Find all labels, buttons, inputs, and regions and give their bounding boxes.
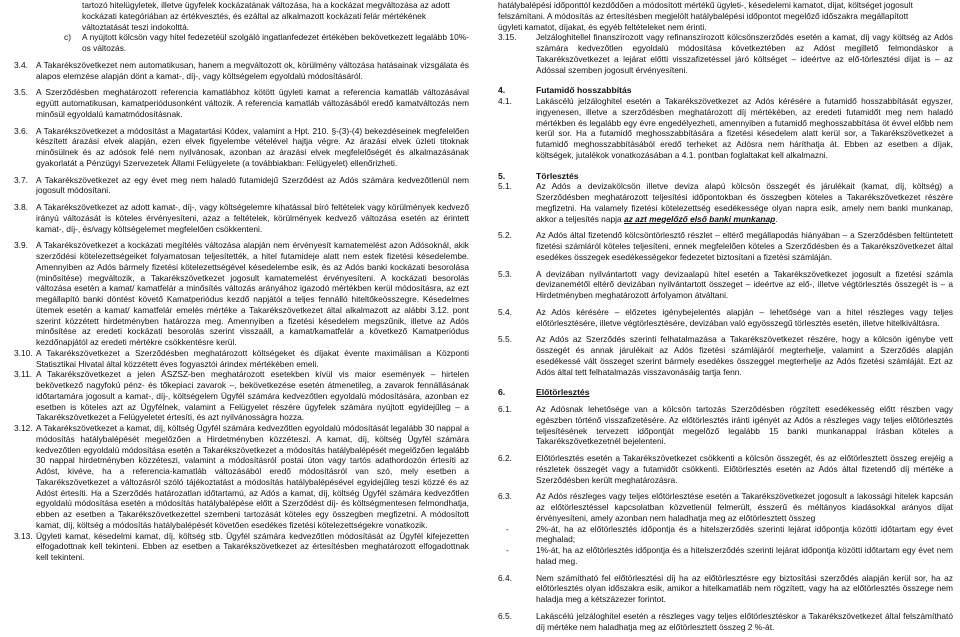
section-number: 3.15.: [498, 32, 517, 43]
section-text: Az Adós részleges vagy teljes előtörlesztése esetén a Takarékszövetkezet jogosult a lakossági hitelek kapcsán az előtörlesztéssel kapcsolatban közvetlenül felmerült, ésszerű és méltányos kiadásokkal arányos díjat érvényesíteni, amely azonban nem haladhatja meg az előtörlesztett összeg: [536, 491, 953, 523]
section-text: Lakáscélú jelzáloghitel esetén a Takarékszövetkezet az Adós kérésére a futamidő hosszabbítását egyszer, ingyenesen, illetve a szerződésben meghatározott díj mértékében, az eredeti futamidőt meg nem haladó mértékben és legalább egy évre engedélyezheti, amennyiben a futamidő meghosszabbítása öt évvel előbb nem kerül sor. Ha a futamidő meghosszabbítására a fizetési késedelem alatt kerül sor, a Takarékszövetkezet a futamidő meghosszabbításából eredő terheket az Adósra nem háríthatja át. Ebben az esetben a díjak, költségek, jutalékok vonatkozásában a 4.1. pontban foglaltakat kell alkalmazni.: [536, 96, 953, 160]
heading-number: 6.: [498, 387, 506, 398]
section-number: 3.7.: [14, 174, 28, 185]
section-number: 6.1.: [498, 404, 512, 414]
list-item-text: 2%-át, ha az előtörlesztés időpontja és a hitelszerződés szerinti lejárat időpontja közötti időtartam egy évet meghalad;: [536, 523, 953, 545]
list-item-text: 1%-át, ha az előtörlesztés időpontja és a hitelszerződés szerinti lejárat időpontja közötti időtartam egy évet nem halad meg.: [536, 545, 953, 566]
section-number: 3.9.: [14, 240, 28, 251]
heading-torlesztes: [498, 171, 953, 182]
section-number: 5.3.: [498, 268, 512, 279]
top-line: ügyleti kamatot, díjakat, és egyéb feltételeket nem érinti.: [498, 21, 707, 32]
section-3-10: [14, 348, 469, 370]
top-line: hatálybalépési időponttól kezdődően a módosított mértékű ügyleti-, késedelemi kamatot, díjat, költséget jogosult: [498, 0, 913, 10]
section-text: Nem számítható fel előtörlesztési díj ha az előtörlesztésre egy biztosítási szerződés alapján kerül sor, ha az előtörlesztés olyan időszakra esik, amikor a hitelkamatláb nem rögzített, vagy ha az előtörlesztés összege nem haladja meg a kétszázezer forintot.: [536, 572, 953, 604]
heading-elotorlesztes: [498, 387, 953, 398]
section-text: Lakáscélú jelzáloghitel esetén a részleges vagy teljes előtörlesztéskor a Takarékszövetkezet által felszámítható díj mértéke nem haladhatja meg az előtörlesztett összeg 2 %-át.: [536, 610, 953, 632]
section-3-4: [14, 60, 469, 82]
section-text: A devizában nyilvántartott vagy devizaalapú hitel esetén a Takarékszövetkezet jogosult a fizetési számla devizanemétől eltérő devizában nyilvántartott összeget – ideértve az elő-, illetve végtörlesztés összegét is – a Hirdetményben meghatározott árfolyamon átváltani.: [536, 268, 953, 300]
section-text: A Takarékszövetkezet a kamat, díj, költség Ügyfél számára kedvezőtlen egyoldalú módosítását legalább 30 nappal a módosítás hatálybalépését megelőzően a Hirdetményben közzéteszi. A kamat, díj, költség Ügyfél számára kedvezőtlen egyoldalú módosítása esetén a Takarékszövetkezet a módosítás hatálybalépését megelőzően legalább 30 nappal hirdetményben közzéteszi, valamint a módosításról postai úton vagy tartós adathordozón értesíti az Adóst, kivéve, ha a referencia-kamatláb változásából eredő módosításról van szó, mely esetben a Takarékszövetkezet a változásról szóló tájékoztatást a módosítás hatálybalépésével egyidejűleg teszi közzé és az Adóst értesíti. Ha a Szerződés határozatlan időtartamú, az Adós a kamat, díj, költség Ügyfél számára kedvezőtlen egyoldalú módosítása esetén a módosítás hatálybalépése előtt a Szerződést díj- és költségmentesen felmondhatja, ebben az esetben a Takarékszövetkezettel szembeni tartozását köteles egy összegben megfizetni. A módosított kamat, díj, költség a módosítás hatálybalépését követően esedékes fizetési kötelezettségekre vonatkozik.: [36, 423, 469, 530]
heading-title: Futamidő hosszabbítás: [536, 85, 632, 96]
section-5-1: 5.1. Az Adós a devizakölcsön illetve deviza alapú kölcsön összegét és járulékait (kamat, díj, költség) a Szerződésben meghatározott teljesítési időpontokban és összegben köteles a Takarékszövetkezet részére megfizetni. Ha valamely fizetési kötelezettség esedékessége olyan napra esik, amely nem banki munkanap, akkor a teljesítés napja az azt megelőző első banki munkanap.: [498, 181, 953, 224]
section-3-11: [14, 369, 469, 423]
section-text: A Takarékszövetkezet nem automatikusan, hanem a megváltozott ok, körülmény változása hatásainak vizsgálata és alapos elemzése alapján dönt a kamat-, díj-, vagy költségelem egyoldalú módosításáról.: [36, 59, 469, 81]
section-6-2: [498, 453, 953, 485]
section-number: 6.3.: [498, 491, 512, 502]
section-3-12: [14, 423, 469, 531]
section-number: 3.4.: [14, 59, 28, 70]
section-3-7: [14, 175, 469, 197]
list-item: - 2%-át, ha az előtörlesztés időpontja és a hitelszerződés szerinti lejárat időpontja közötti időtartam egy évet meghalad;: [506, 523, 953, 545]
section-text: Az Adós kérésére – előzetes igénybejelentés alapján – lehetősége van a hitel részleges vagy teljes előtörlesztésére, illetve végtörlesztésére, devizában való egyösszegű törlesztés esetén, illetve hitelkiváltásra.: [536, 306, 953, 328]
section-3-15: [498, 32, 953, 75]
section-text: Az Adósnak lehetősége van a kölcsön tartozás Szerződésben rögzített esedékesség előtt részben vagy egészben történő visszafizetésére. Az előtörlesztés iránti igényét az Adós a részleges vagy teljes előtörlesztés teljesítésének tervezett időpontját megelőző legalább 15 banki munkanappal írásban köteles a Takarékszövetkezetnél bejelenteni.: [536, 404, 953, 447]
heading-title: Előtörlesztés: [536, 387, 590, 398]
heading-number: 5.: [498, 170, 506, 181]
section-number: 5.1.: [498, 181, 512, 192]
section-text: Az Adós az Szerződés szerinti felhatalmazása a Takarékszövetkezet részére, hogy a kölcsön igénybe vett összegét és annak járulékait az Adós fizetési számlájáról megterhelje, valamint a Szerződés alapján esedékessé vált összeget szerint bármely esedékes összeggel megterhelje az Adós fizetési számláját. Ezt az Adós által tett felhatalmazás visszavonásáig tartja fenn.: [536, 334, 953, 377]
section-text: A Takarékszövetkezet a módosítást a Magatartási Kódex, valamint a Hpt. 210. §-(3)-(4) bekezdéseinek megfelelően készített árazási elvek alapján, ezen elvek figyelembe vételével hajtja végre. Az árazási elvek üzleti titoknak minősülnek és az adósok felé nem nyilvánosak, azonban az árazási elvek megfelelőségét és alkalmazásának gyakorlatát a Pénzügyi Szervezetek Állami Felügyelete (a továbbiakban: Felügyelet) ellenőrizheti.: [36, 125, 469, 168]
section-text: Az Adós a devizakölcsön illetve deviza alapú kölcsön összegét és járulékait (kamat, díj, költség) a Szerződésben meghatározott teljesítési időpontokban és összegben köteles a Takarékszövetkezet részére megfizetni. Ha valamely fizetési kötelezettség esedékessége olyan napra esik, amely nem banki munkanap, akkor a teljesítés napja: [536, 181, 953, 224]
section-number: 3.12.: [14, 423, 33, 433]
section-text: A Takarékszövetkezet a jelen ÁSZSZ-ben meghatározott esetekben kívül vis maior események – hirtelen bekövetkező nagyfokú pénz- és tőkepiaci zavarok –, bekövetkezése esetén átmenetileg, a zavarok fennállásának időtartamára jogosult a kamat-, díj-, költségelem Ügyfél számára kedvezőtlen egyoldalú módosítására, azonban ez esetben is köteles azt az Ügyfélnek, valamint a Felügyelet részére ügyfelek számára nyújtott egyidejűleg – a Takarékszövetkezet a Felügyeletet értesíti, és azt nyilvánosságra hozza.: [36, 369, 469, 423]
section-text: Előtörlesztés esetén a Takarékszövetkezet csökkenti a kölcsön összegét, és az előtörlesztett összeg erejéig a részletek összegét vagy a futamidőt csökkenti. Előtörlesztés esetén az Adós által fizetendő díj mértéke a Szerződésben került meghatározásra.: [536, 453, 953, 485]
section-6-1: [498, 404, 953, 447]
section-text: A Takarékszövetkezet az adott kamat-, díj-, vagy költségelemre kihatással bíró feltételek vagy körülmények kedvező irányú változását is köteles érvényesíteni, azaz a feltételek, körülmények kedvező változása esetén az érintett kamat-, díj-, és/vagy költségelemet megfelelően csökkenteni.: [36, 202, 469, 234]
section-text: Jelzáloghitellel finanszírozott vagy refinanszírozott kölcsönszerződés esetén a kamat, díj vagy költség az Adós számára kedvezőtlen egyoldalú módosítása következtében az Adóst megillető felmondáskor a Takarékszövetkezet a lejárat előtti visszafizetéssel járó költséget – ideértve az elő-törlesztési díjat is – az Adóssal szemben jogosult érvényesíteni.: [536, 32, 953, 75]
section-number: 3.8.: [14, 202, 28, 212]
top-line: felszámítani. A módosítás az értesítésben megjelölt hatálybalépési időpontot megelőző időszakra megállapított: [498, 10, 909, 21]
section-number: 5.4.: [498, 306, 512, 317]
section-6-5: [498, 611, 953, 633]
section-number: 3.5.: [14, 87, 28, 98]
intro-line: változtatását teszi indokolttá.: [82, 21, 190, 32]
list-item: - 1%-át, ha az előtörlesztés időpontja és a hitelszerződés szerinti lejárat időpontja közötti időtartam egy évet nem halad meg.: [506, 545, 953, 566]
intro-line: tartozó hitelügyletek, illetve ügyfelek kockázatának változása, ha a kockázat megváltozása az adott: [82, 0, 450, 10]
section-3-13: [14, 531, 469, 563]
intro-line: kockázati kategóriában az értékvesztés, és ezáltal az alkalmazott kockázati felár mértékének: [82, 10, 427, 21]
section-4-1: [498, 96, 953, 161]
section-6-3: [498, 491, 953, 523]
section-number: 3.6.: [14, 125, 28, 136]
section-5-5: [498, 334, 953, 377]
section-3-5: [14, 87, 469, 119]
section-number: 6.5.: [498, 610, 512, 621]
section-text: Az Adós által fizetendő kölcsöntörlesztő részlet – eltérő megállapodás hiányában – a Szerződésben feltüntetett fizetési számláról köteles teljesíteni, ennek megfelelően köteles a Szerződésben és a Takarékszövetkezet által esedékes összegek esedékességekor fedezetet biztosítani a fizetési számláján.: [536, 230, 953, 262]
section-number: 3.11.: [14, 369, 33, 380]
section-3-8: [14, 202, 469, 234]
section-text: A Szerződésben meghatározott referencia kamatlábhoz kötött ügyleti kamat a referencia kamatláb változásával együtt automatikusan, kamatperiódusonként változik. A referencia kamatláb változásából eredő kamatváltozás nem minősül egyoldalú kamatmódosításnak.: [36, 87, 469, 119]
section-number: 6.2.: [498, 453, 512, 463]
section-3-6: [14, 126, 469, 169]
section-number: 3.13.: [14, 530, 33, 541]
section-number: 5.5.: [498, 334, 512, 345]
section-5-2: [498, 230, 953, 262]
section-text: A Takarékszövetkezet a kockázati megítélés változása alapján nem érvényesít kamatemelést azon Adósoknál, akik szerződési kötelezettségeiket folyamatosan teljesítették, a hitel futamideje alatt nem estek fizetési késedelembe. Amennyiben az Adós bármely fizetési kötelezettségével késedelembe esik, és az Adós banki kockázati besorolása (minősítése) megváltozik, a Takarékszövetkezet jogosult kamatemelést érvényesíteni. A kockázati besorolás változása esetén a kamat/ kamatfelár a minősítés változás arányához igazodó mértékben kerül módosításra, az ezt megállapító banki döntést követő Kamatperiódus kezdő napjától a teljes fennálló hiteltőkeösszegre. Késedelmes ütemek esetén a kamat/ kamatfelár emelés mértéke a Takarékszövetkezet által alkalmazott az alábbi 3.12. pont szerint közzétett hirdetményben határozza meg. Amennyiben a fizetési késedelem megszűnik, illetve az Adós minősítése az eredeti kockázati besorolás szerint visszaáll, a kamat/kamatfelár a következő Kamatperiódus kezdőnapjától az eredeti mértékre csökkentésre kerül.: [36, 240, 469, 347]
section-number: 4.1.: [498, 96, 512, 106]
left-column: [14, 0, 469, 637]
section-3-9: [14, 240, 469, 348]
section-5-3: [498, 269, 953, 301]
section-text: Ügyleti kamat, késedelmi kamat, díj, költség stb. Ügyfél számára kedvezőtlen módosítását az Ügyfél kifejezetten elfogadottnak kell tekinteni. Ebben az esetben a Takarékszövetkezet az értesítésben meghatározott elfogadottnak kell tekinteni.: [36, 530, 469, 562]
right-column: [498, 0, 953, 637]
section-number: 5.2.: [498, 230, 512, 241]
heading-number: 4.: [498, 85, 506, 96]
item-c-label: c): [64, 32, 71, 43]
item-c: [14, 32, 469, 54]
section-number: 6.4.: [498, 572, 512, 583]
item-c-text: A nyújtott kölcsön vagy hitel fedezetéül szolgáló ingatlanfedezet értékében bekövetkezett legalább 10%-os változás.: [82, 32, 469, 53]
section-number: 3.10.: [14, 347, 33, 358]
section-text: A Takarékszövetkezet a Szerződésben meghatározott költségeket és díjakat évente maximálisan a Központi Statisztikai Hivatal által közzétett éves fogyasztói árindex mértékében emeli.: [36, 347, 469, 369]
emphasis-text: az azt megelőző első banki munkanap: [624, 213, 776, 224]
section-5-4: [498, 307, 953, 329]
section-text: A Takarékszövetkezet az egy évet meg nem haladó futamidejű Szerződést az Adós számára kedvezőtlenül nem jogosult módosítani.: [36, 174, 469, 196]
heading-futamido: [498, 85, 953, 96]
section-6-4: [498, 573, 953, 605]
heading-title: Törlesztés: [536, 170, 579, 181]
